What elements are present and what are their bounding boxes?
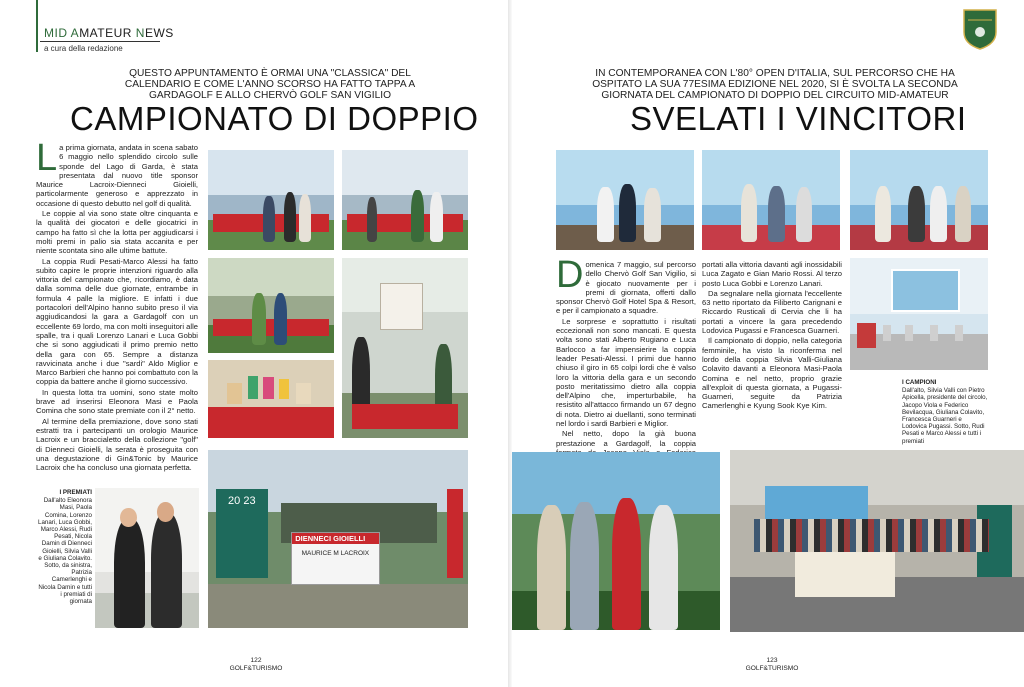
left-caption-text: Dall'alto Eleonora Masi, Paola Comina, Lorenzo Lanari, Luca Gobbi, Marco Alessi, Rudi Pesati, Nicola Damin di Dienneci Gioielli, Silvia Valli e Giuliana Colavito. Sotto, da sinistra, Patrizia Camerlenghi e Nicola Damin e tutti i premiati di giornata [38, 497, 93, 606]
left-paragraph-5: Al termine della premiazione, dove sono stati estratti tra i partecipanti un orologio Maurice Lacroix e un braccialetto della collezione "golf" di Dienneci Gioielli, la serata è proseguita con una degustazione di Gin&Tonic by Maurice Lacroix che ha concluso una giornata perfetta. [36, 416, 198, 473]
right-paragraph-2: Le sorprese e soprattutto i risultati eccezionali non sono mancati. E questa volta sono stati Alberto Rugiano e Luca Barlocco a far impensierire la coppia leader Pesati-Alessi. I primi due hanno chiuso il giro in 65 colpi lordi che è valso loro la vittoria della gara e un secondo posto meritatissimo dietro alla coppia dell'Alpino che, imperturbabile, ha resistito all'attacco firmando un 67 degno di nota. Dietro ai duellanti, sono terminati nel lordo i sardi Barbieri e Miglior. [556, 316, 696, 429]
left-paragraph-1: La prima giornata, andata in scena sabato 6 maggio nello splendido circolo sulle sponde del Lago di Garda, è stata presentata dal nuovo title sponsor Maurice Lacroix-Dienneci Gioielli, particolarmente generoso e apprezzato in occasione di questo debutto nel golf di qualità. [36, 137, 198, 208]
right-body-column-2 [702, 260, 842, 412]
section-rule [40, 41, 160, 42]
right-paragraph-5: Da segnalare nella giornata l'eccellente 63 netto riportato da Filiberto Carignani e Riccardo Rusticali di Cervia che li ha portati a vincere la gara precedendo Lodovica Pugassi e Francesca Guarneri. [702, 288, 842, 336]
right-paragraph-4: portati alla vittoria davanti agli inossidabili Luca Zagato e Gian Mario Rossi. Al terzo posto Luca Gobbi e Lorenzo Lanari. [702, 260, 842, 288]
photo-pesati-alessi [512, 452, 720, 630]
banner-dienneci-maurice: DIENNECI GIOIELLI MAURICE M LACROIX [291, 532, 379, 585]
right-caption-text: Dall'alto, Silvia Valli con Pietro Apicella, presidente del circolo, Jacopo Viola e Federico Bevilacqua, Giuliana Colavito, Francesca Guarneri e Lodovica Pugassi. Sotto, Rudi Pesati e Marco Alessi e tutti i premiati [902, 387, 988, 445]
section-title: MID AMATEUR NEWS [44, 26, 174, 40]
right-folio [742, 657, 802, 672]
photo-award-couple-2 [342, 150, 468, 250]
dropcap-l: L [36, 137, 58, 179]
left-paragraph-4: In questa lotta tra uomini, sono state molto brave ad inserirsi Eleonora Masi e Paola Comina che sono state premiate con il 2° netto. [36, 387, 198, 416]
photo-viola-bevilacqua [702, 150, 840, 250]
dropcap-d: D [556, 254, 584, 296]
right-body-column-1 [556, 254, 696, 468]
photo-all-winners [730, 450, 1024, 632]
photo-colavito-guarneri-pugassi [850, 150, 988, 250]
right-paragraph-1: Domenica 7 maggio, sul percorso dello Chervò Golf San Vigilio, si è giocato nuovamente per i premi di giornata, offerti dallo sponsor Chervò Golf Hotel Spa & Resort, e per il campionato a squadre. [556, 254, 696, 316]
left-body-column [36, 137, 198, 473]
right-page [512, 0, 1024, 687]
left-caption-title: I PREMIATI [59, 489, 92, 496]
photo-masi-comina [95, 488, 199, 628]
right-paragraph-6: Il campionato di doppio, nella categoria femminile, ha visto la riconferma nel lordo della coppia Silvia Valli-Giuliana Colavito davanti a Eleonora Masi-Paola Comina e nel netto, proprio grazie all'exploit di questa giornata, a Pugassi-Guarneri, seguite da Patrizia Camerlenghi e Kyung Sook Kye Kim. [702, 336, 842, 411]
page-number-122: 122 [250, 657, 262, 664]
section-subtitle: a cura della redazione [44, 44, 123, 53]
page-number-123: 123 [766, 657, 778, 664]
banner-year-2023: 20 23 [216, 489, 268, 578]
left-headline: CAMPIONATO DI DOPPIO [70, 100, 479, 137]
left-intro: QUESTO APPUNTAMENTO È ORMAI UNA "CLASSICA" DEL CALENDARIO E COME L'ANNO SCORSO HA FATTO TAPPA A GARDAGOLF E ALLO CHERVÒ GOLF SAN VIGILIO [124, 68, 416, 101]
left-folio [226, 657, 286, 672]
photo-award-lanari-gobbi [208, 258, 334, 353]
left-paragraph-3: La coppia Rudi Pesati-Marco Alessi ha fatto subito capire le proprie intenzioni riguardo alla vittoria del campionato che, ricordiamo, è data dalla somma delle due giornate, entrambe in formula 4 palle la migliore. E infatti i due portacolori dell'Alpino hanno subito preso il via aggiudicandosi la gara a Gardagolf con un eccellente 69 lordo, ma con molti inseguitori alle spalle, tra i quali Lorenzo Lanari e Luca Gobbi che si sono aggiudicati il primo premio netto della gara con 65. Sempre a distanza ravvicinata anche i due "sardi" Aldo Miglior e Marco Barbieri che hanno poi combattuto con la coppia da battere anche il giorno successivo. [36, 256, 198, 387]
photo-group-dienneci [208, 450, 468, 628]
right-caption [902, 379, 988, 445]
photo-award-couple-1 [208, 150, 334, 250]
photo-award-dnc-stand [342, 258, 468, 438]
header-rule-vertical [36, 0, 38, 52]
left-paragraph-2: Le coppie al via sono state oltre cinquanta e la qualità dei giocatori e delle giocatrici in campo ha fatto sì che la lotta per aggiudicarsi i molti premi in palio sia stata accanita e per niente scontata sino alle ultime battute. [36, 209, 198, 256]
magazine-name-left: GOLF&TURISMO [229, 664, 283, 672]
right-headline: SVELATI I VINCITORI [630, 100, 967, 137]
right-caption-title: I CAMPIONI [902, 379, 937, 386]
photo-valli-apicella [556, 150, 694, 250]
left-caption [38, 489, 92, 605]
right-intro: IN CONTEMPORANEA CON L'80° OPEN D'ITALIA, SUL PERCORSO CHE HA OSPITATO LA SUA 77ESIMA EDIZIONE NEL 2020, SI È SVOLTA LA SECONDA GIORNATA DEL CAMPIONATO DI DOPPIO DEL CIRCUITO MID-AMATEUR [592, 68, 958, 101]
photo-prize-table [208, 360, 334, 438]
mid-amateur-shield-logo [962, 8, 998, 50]
magazine-name-right: GOLF&TURISMO [745, 664, 799, 672]
photo-trophies-table [850, 258, 988, 370]
right-paragraph-3: Nel netto, dopo la già buona prestazione a Gardagolf, la coppia [556, 429, 696, 448]
